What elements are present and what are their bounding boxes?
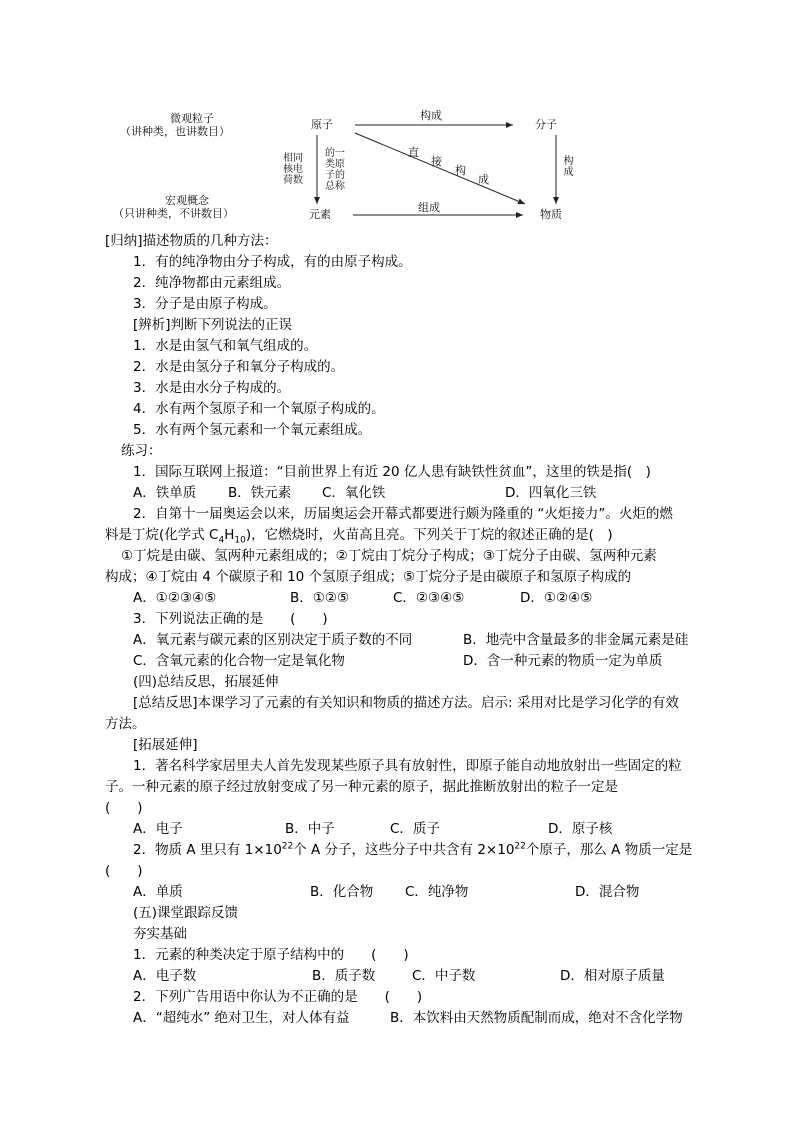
q2-line3: ①丁烷是由碳、氢两种元素组成的；②丁烷由丁烷分子构成；③丁烷分子由碳、氢两种元素: [121, 548, 657, 564]
discern-heading: [辨析]判断下列说法的正误: [133, 317, 293, 333]
micro-title: 微观粒子: [170, 112, 214, 125]
section5-title: (五)课堂跟踪反馈: [133, 905, 239, 921]
f1-option-b: B．质子数: [312, 968, 376, 984]
e2-option-b: B．化合物: [310, 884, 374, 900]
label-diag-2: 接: [431, 155, 442, 168]
f1-stem: 1．元素的种类决定于原子结构中的 ( ): [133, 947, 409, 963]
q2-line1: 2．自第十一届奥运会以来，历届奥运会开幕式都要进行颇为隆重的 “火炬接力”。火炬的燃: [133, 506, 673, 522]
e2-line1: 2．物质 A 里只有 $1\times 10^{22}$个 A 分子，这些分子中共含有 $2\times 10^{22}$个原子，那么 A 物质一定是: [133, 841, 693, 858]
left-label-3: 荷数: [283, 175, 303, 186]
e2-option-a: A．单质: [133, 884, 183, 900]
section5-subtitle: 夯实基础: [133, 926, 187, 942]
e1-option-b: B．中子: [285, 821, 335, 837]
left-label-2: 核电: [283, 164, 303, 175]
extend-heading: [拓展延伸]: [133, 737, 198, 753]
q1-option-a: A．铁单质: [133, 485, 197, 501]
section4-summary-1: [总结反思]本课学习了元素的有关知识和物质的描述方法。启示: 采用对比是学习化学的有效: [133, 695, 679, 711]
concept-diagram: [105, 100, 705, 235]
q3-option-c: C．含氧元素的化合物一定是氧化物: [133, 653, 345, 669]
method-2: 2．纯净物都由元素组成。: [133, 275, 291, 291]
q1-option-c: C．氧化铁: [322, 485, 386, 501]
discern-1: 1．水是由氢气和氧气组成的。: [133, 338, 318, 354]
f2-stem: 2．下列广告用语中你认为不正确的是 ( ): [133, 989, 423, 1005]
q3-option-b: B．地壳中含量最多的非金属元素是硅: [463, 632, 689, 648]
label-bottom-compose: 组成: [418, 201, 440, 214]
label-top-compose: 构成: [420, 109, 442, 122]
q2-line4: 构成；④丁烷由 4 个碳原子和 10 个氢原子组成；⑤丁烷分子是由碳原子和氢原子构成的: [105, 569, 632, 585]
q2-line2: 料是丁烷(化学式 $C_4H_{10}$)，它燃烧时，火苗高且亮。下列关于丁烷的叙述正确的是( ): [105, 527, 613, 546]
f1-option-d: D．相对原子质量: [560, 968, 665, 984]
f1-option-c: C．中子数: [412, 968, 476, 984]
e1-option-a: A．电子: [133, 821, 183, 837]
q3-option-a: A．氧元素与碳元素的区别决定于质子数的不同: [133, 632, 413, 648]
macro-subtitle: （只讲种类，不讲数目）: [113, 207, 234, 220]
e1-line1: 1．著名科学家居里夫人首先发现某些原子具有放射性，即原子能自动地放射出一些固定的粒: [133, 758, 682, 774]
practice-heading: 练习：: [121, 443, 162, 459]
q3-option-d: D．含一种元素的物质一定为单质: [463, 653, 663, 669]
section4-summary-2: 方法。: [105, 716, 146, 732]
e1-line3: ( ): [105, 800, 143, 816]
q1-option-b: B．铁元素: [228, 485, 292, 501]
label-right-compose: 构成: [563, 156, 574, 178]
e2-option-d: D．混合物: [575, 884, 640, 900]
summary-heading: [归纳]描述物质的几种方法：: [105, 233, 278, 249]
q3-stem: 3．下列说法正确的是 ( ): [133, 611, 328, 627]
left-label-5: 类原: [325, 159, 345, 170]
label-diag-1: 直: [408, 146, 419, 159]
macro-title: 宏观概念: [165, 194, 209, 207]
e1-option-d: D．原子核: [548, 821, 613, 837]
discern-3: 3．水是由水分子构成的。: [133, 380, 291, 396]
node-element: 元素: [309, 208, 331, 221]
left-label-7: 总称: [325, 181, 345, 192]
method-1: 1．有的纯净物由分子构成，有的由原子构成。: [133, 254, 412, 270]
label-diag-3: 构: [455, 164, 466, 177]
discern-5: 5．水有两个氢元素和一个氧元素组成。: [133, 422, 372, 438]
discern-2: 2．水是由氢分子和氧分子构成的。: [133, 359, 345, 375]
node-atom: 原子: [311, 118, 333, 131]
left-label-4: 的一: [325, 148, 345, 159]
q1-option-d: D．四氧化三铁: [505, 485, 597, 501]
node-substance: 物质: [540, 208, 562, 221]
f2-option-b: B．本饮料由天然物质配制而成，绝对不含化学物: [390, 1010, 683, 1026]
node-molecule: 分子: [535, 118, 557, 131]
q1-stem: 1．国际互联网上报道：“目前世界上有近 20 亿人患有缺铁性贫血”，这里的铁是指( ): [133, 464, 651, 480]
method-3: 3．分子是由原子构成。: [133, 296, 277, 312]
arrow-atom-substance: [355, 133, 525, 204]
e2-option-c: C．纯净物: [405, 884, 469, 900]
e1-option-c: C．质子: [390, 821, 440, 837]
micro-subtitle: （讲种类，也讲数目）: [120, 125, 230, 138]
q2-option-c: C．②③④⑤: [393, 590, 465, 606]
e2-line2: ( ): [105, 863, 143, 879]
section4-title: (四)总结反思，拓展延伸: [133, 674, 279, 690]
q2-option-b: B．①②⑤: [290, 590, 350, 606]
label-diag-4: 成: [478, 173, 489, 186]
f1-option-a: A．电子数: [133, 968, 197, 984]
left-label-1: 相同: [283, 153, 303, 164]
e1-line2: 子。一种元素的原子经过放射变成了另一种元素的原子，据此推断放射出的粒子一定是: [105, 779, 618, 795]
left-label-6: 子的: [325, 170, 345, 181]
q2-option-d: D．①②④⑤: [520, 590, 593, 606]
discern-4: 4．水有两个氢原子和一个氧原子构成的。: [133, 401, 385, 417]
q2-option-a: A．①②③④⑤: [133, 590, 217, 606]
f2-option-a: A．“超纯水” 绝对卫生，对人体有益: [133, 1010, 350, 1026]
